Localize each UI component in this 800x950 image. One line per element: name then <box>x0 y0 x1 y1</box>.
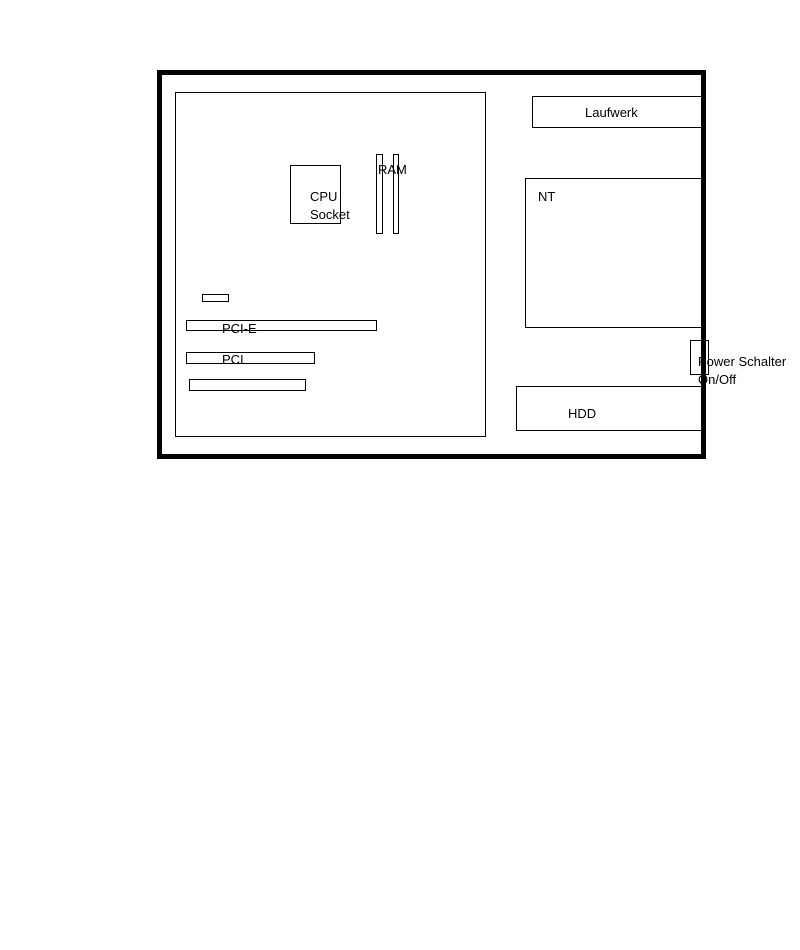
power-switch-label-line1: Power Schalter <box>698 354 787 369</box>
pcie-slot <box>186 320 377 331</box>
pci-label: PCI <box>222 352 244 367</box>
expansion-slot <box>189 379 306 391</box>
power-switch-label-line2: On/Off <box>698 372 737 387</box>
cpu-socket-label <box>310 188 370 224</box>
pci-slot <box>186 352 315 364</box>
optical-drive-label: Laufwerk <box>585 105 638 120</box>
ram-label: RAM <box>378 162 407 177</box>
hard-disk-drive <box>516 386 702 431</box>
small-expansion-slot <box>202 294 229 302</box>
cpu-socket-label-line1: CPU <box>310 189 338 204</box>
power-switch-label <box>698 353 786 389</box>
cpu-socket-label-line2: Socket <box>310 207 350 222</box>
power-supply-label: NT <box>538 189 556 204</box>
hard-disk-label: HDD <box>568 406 597 421</box>
pcie-label: PCI-E <box>222 321 257 336</box>
